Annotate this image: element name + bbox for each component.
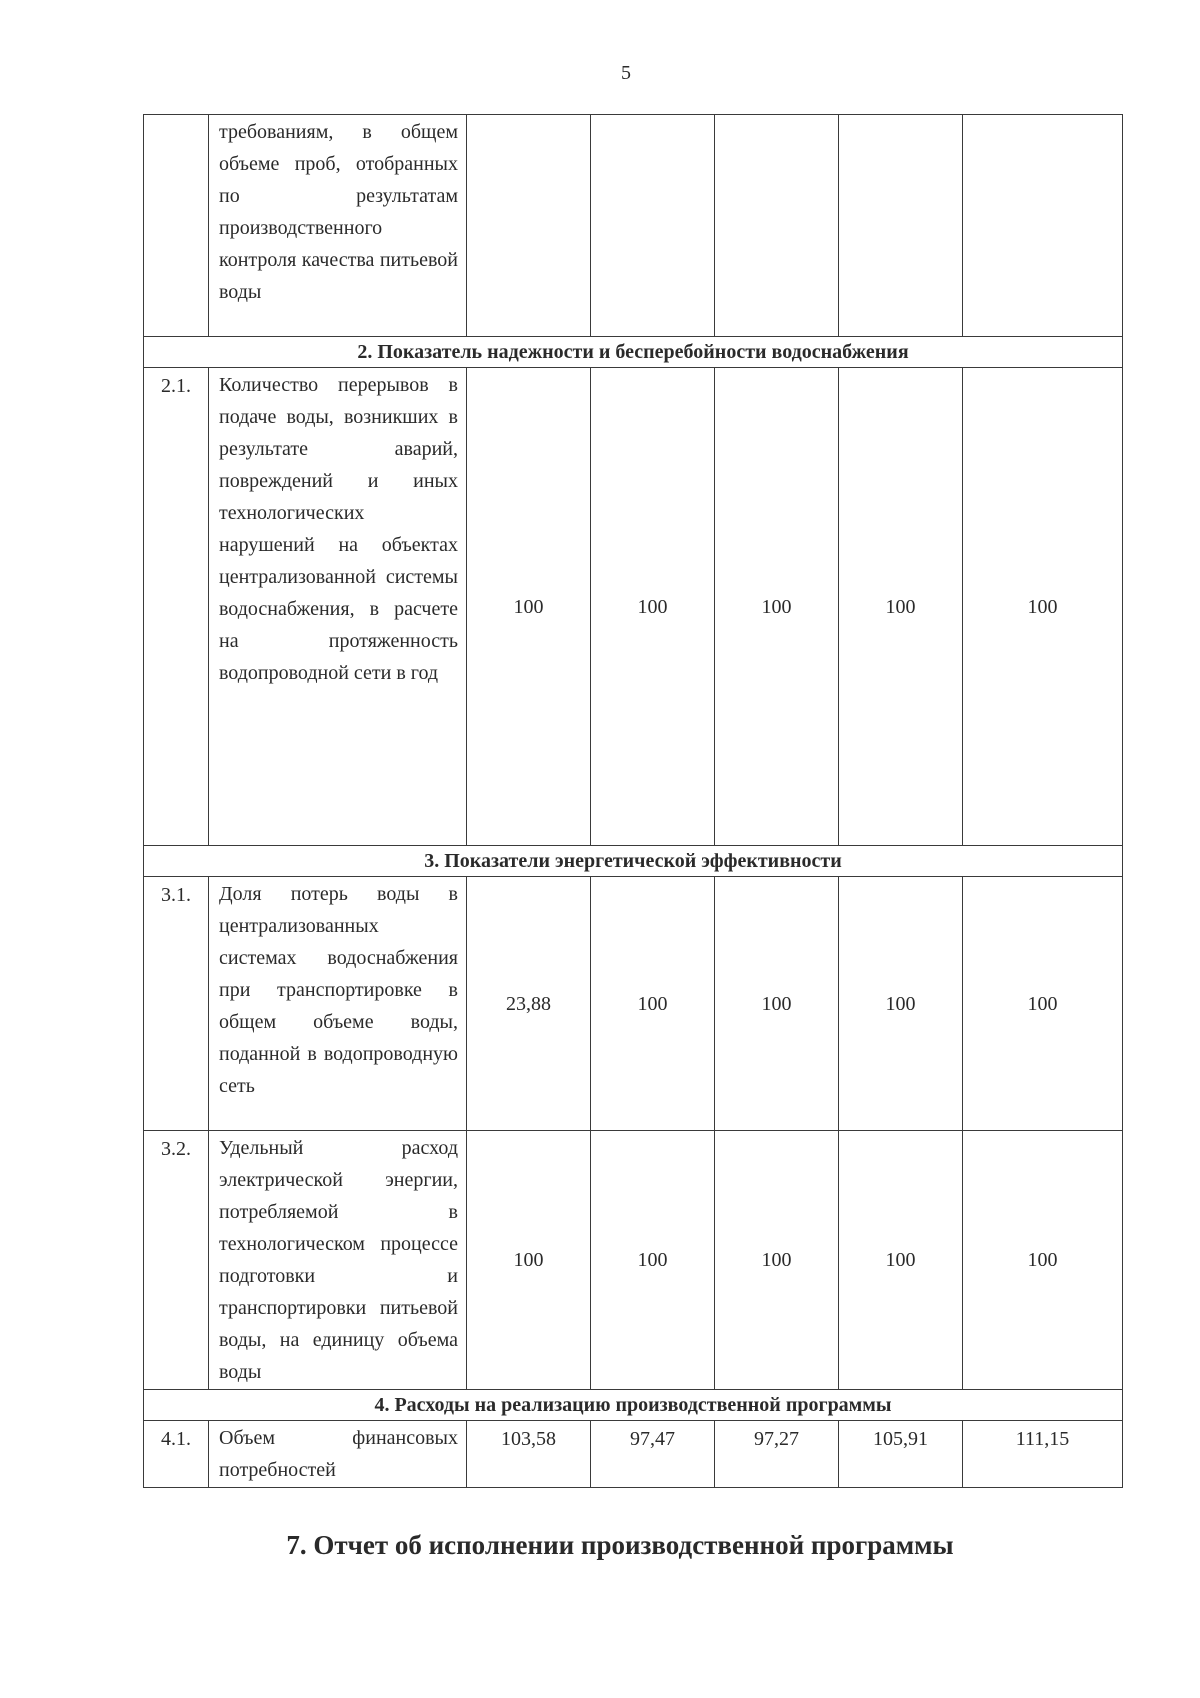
- value-cell: 100: [591, 1131, 715, 1390]
- section-title: 3. Показатели энергетической эффективности: [144, 846, 1123, 877]
- value-cell: 100: [715, 1131, 839, 1390]
- table-row: [144, 1131, 1123, 1390]
- row-number: 4.1.: [144, 1421, 209, 1488]
- section-header-row: [144, 846, 1123, 877]
- table-row: [144, 368, 1123, 846]
- value-cell: [839, 115, 963, 337]
- value-cell: 100: [715, 368, 839, 846]
- row-number-cell: [144, 115, 209, 337]
- section-heading: 7. Отчет об исполнении производственной программы: [286, 1530, 954, 1560]
- value-cell: 97,47: [591, 1421, 715, 1488]
- section-header-row: [144, 1390, 1123, 1421]
- table-row: [144, 115, 1123, 337]
- value-cell: [715, 115, 839, 337]
- value-cell: 100: [715, 877, 839, 1131]
- row-number: 3.1.: [144, 877, 209, 1131]
- page-number: 5: [621, 62, 631, 84]
- value-cell: [591, 115, 715, 337]
- value-cell: 105,91: [839, 1421, 963, 1488]
- value-cell: 100: [591, 368, 715, 846]
- indicator-description: Объем финансовых потребностей: [209, 1421, 467, 1488]
- section-title: 4. Расходы на реализацию производственной программы: [144, 1390, 1123, 1421]
- value-cell: [963, 115, 1123, 337]
- value-cell: 100: [467, 368, 591, 846]
- indicator-description: Удельный расход электрической энергии, потребляемой в технологическом процессе подготовки и транспортировки питьевой воды, на единицу объема воды: [209, 1131, 467, 1390]
- value-cell: 100: [839, 1131, 963, 1390]
- value-cell: 100: [839, 877, 963, 1131]
- section-header-row: [144, 337, 1123, 368]
- value-cell: 100: [963, 368, 1123, 846]
- indicator-description: Количество перерывов в подаче воды, возникших в результате аварий, повреждений и иных технологических нарушений на объектах централизованной системы водоснабжения, в расчете на протяженность водопроводной сети в год: [209, 368, 467, 846]
- production-program-table: [143, 114, 1123, 1488]
- value-cell: 100: [591, 877, 715, 1131]
- value-cell: 100: [963, 1131, 1123, 1390]
- value-cell: 100: [963, 877, 1123, 1131]
- table-row: [144, 1421, 1123, 1488]
- indicator-description: требованиям, в общем объеме проб, отобранных по результатам производственного контроля качества питьевой воды: [209, 115, 467, 337]
- value-cell: 23,88: [467, 877, 591, 1131]
- value-cell: 100: [467, 1131, 591, 1390]
- value-cell: 97,27: [715, 1421, 839, 1488]
- value-cell: 111,15: [963, 1421, 1123, 1488]
- table-row: [144, 877, 1123, 1131]
- row-number: 2.1.: [144, 368, 209, 846]
- row-number: 3.2.: [144, 1131, 209, 1390]
- value-cell: 103,58: [467, 1421, 591, 1488]
- value-cell: 100: [839, 368, 963, 846]
- section-title: 2. Показатель надежности и бесперебойности водоснабжения: [144, 337, 1123, 368]
- value-cell: [467, 115, 591, 337]
- indicator-description: Доля потерь воды в централизованных системах водоснабжения при транспортировке в общем объеме воды, поданной в водопроводную сеть: [209, 877, 467, 1131]
